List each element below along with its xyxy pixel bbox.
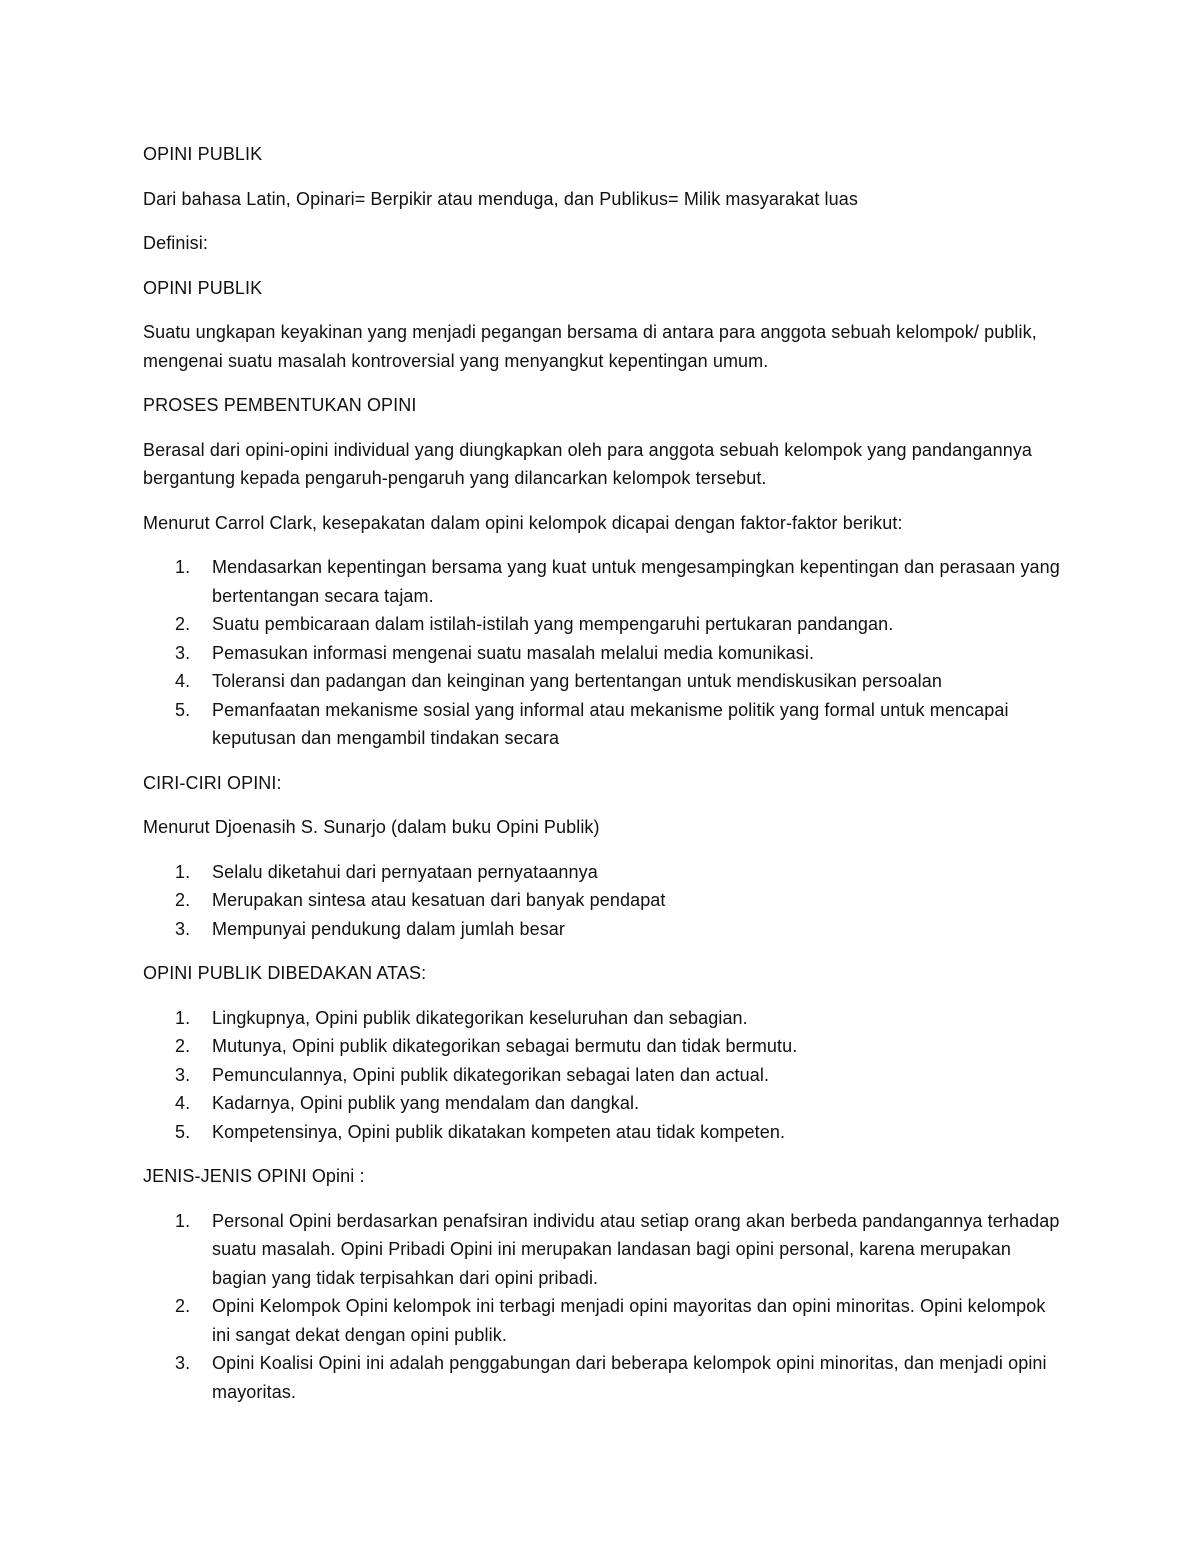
list-item-text: Opini Kelompok Opini kelompok ini terbagi menjadi opini mayoritas dan opini minoritas. Opini kelompok ini sangat dekat dengan opini publik. [212,1296,1046,1345]
list-item [143,886,1063,915]
carrol-clark-list [143,553,1063,753]
distinguished-list [143,1004,1063,1147]
list-number: 4. [175,1093,191,1113]
distinguished-heading: OPINI PUBLIK DIBEDAKAN ATAS: [143,963,427,983]
list-item [143,1118,1063,1147]
list-item-text: Personal Opini berdasarkan penafsiran individu atau setiap orang akan berbeda pandangannya terhadap suatu masalah. Opini Pribadi Opini ini merupakan landasan bagi opini personal, karena merupakan bagian yang tidak terpisahkan dari opini pribadi. [212,1210,1060,1288]
carrol-clark-intro: Menurut Carrol Clark, kesepakatan dalam opini kelompok dicapai dengan faktor-faktor berikut: [143,512,903,533]
list-item-text: Pemasukan informasi mengenai suatu masalah melalui media komunikasi. [212,642,815,663]
etymology-paragraph: Dari bahasa Latin, Opinari= Berpikir atau menduga, dan Publikus= Milik masyarakat luas [143,188,858,209]
process-paragraph: Berasal dari opini-opini individual yang diungkapkan oleh para anggota sebuah kelompok yang pandangannya bergantung kepada pengaruh-pengaruh yang dilancarkan kelompok tersebut. [143,439,1033,488]
list-item [143,1089,1063,1118]
list-item-text: Lingkupnya, Opini publik dikategorikan keseluruhan dan sebagian. [212,1007,748,1028]
list-item-text: Toleransi dan padangan dan keinginan yang bertentangan untuk mendiskusikan persoalan [212,671,942,691]
list-number: 5. [175,1121,191,1142]
list-item [143,1032,1063,1061]
list-number: 5. [175,699,191,720]
list-number: 1. [175,861,191,882]
list-number: 2. [175,614,191,634]
types-list [143,1207,1063,1407]
list-item [143,610,1063,639]
list-number: 1. [175,1210,191,1231]
list-number: 1. [175,1007,191,1028]
list-item-text: Mendasarkan kepentingan bersama yang kuat untuk mengesampingkan kepentingan dan perasaan yang bertentangan secara tajam. [212,557,1060,606]
list-item [143,1292,1063,1349]
list-item-text: Kadarnya, Opini publik yang mendalam dan dangkal. [212,1093,640,1113]
list-number: 2. [175,890,191,910]
list-number: 1. [175,557,191,577]
list-number: 3. [175,642,191,663]
list-item [143,1349,1063,1406]
characteristics-heading: CIRI-CIRI OPINI: [143,772,282,793]
characteristics-intro: Menurut Djoenasih S. Sunarjo (dalam buku Opini Publik) [143,817,600,837]
list-item-text: Mempunyai pendukung dalam jumlah besar [212,918,566,939]
list-item [143,1004,1063,1033]
list-item [143,696,1063,753]
document-title: OPINI PUBLIK [143,144,263,164]
list-item-text: Pemanfaatan mekanisme sosial yang informal atau mekanisme politik yang formal untuk mencapai keputusan dan mengambil tindakan secara [212,699,1009,748]
list-number: 2. [175,1296,191,1316]
list-item-text: Opini Koalisi Opini ini adalah penggabungan dari beberapa kelompok opini minoritas, dan menjadi opini mayoritas. [212,1353,1047,1402]
list-number: 3. [175,918,191,939]
list-item [143,1061,1063,1090]
process-heading: PROSES PEMBENTUKAN OPINI [143,395,417,415]
list-item-text: Mutunya, Opini publik dikategorikan sebagai bermutu dan tidak bermutu. [212,1036,798,1056]
list-item [143,553,1063,610]
list-item [143,667,1063,696]
list-item-text: Pemunculannya, Opini publik dikategorikan sebagai laten dan actual. [212,1064,770,1085]
list-item-text: Suatu pembicaraan dalam istilah-istilah yang mempengaruhi pertukaran pandangan. [212,614,894,634]
list-item-text: Kompetensinya, Opini publik dikatakan kompeten atau tidak kompeten. [212,1121,786,1142]
list-item [143,858,1063,887]
characteristics-list [143,858,1063,944]
definition-label: Definisi: [143,233,208,253]
definition-paragraph: Suatu ungkapan keyakinan yang menjadi pegangan bersama di antara para anggota sebuah kelompok/ publik, mengenai suatu masalah kontroversial yang menyangkut kepentingan umum. [143,322,1037,371]
list-item [143,915,1063,944]
document-page [143,140,1063,1422]
definition-heading: OPINI PUBLIK [143,277,263,298]
list-number: 4. [175,671,191,691]
list-number: 3. [175,1353,191,1373]
list-item-text: Merupakan sintesa atau kesatuan dari banyak pendapat [212,890,666,910]
list-item [143,639,1063,668]
types-heading: JENIS-JENIS OPINI Opini : [143,1166,365,1186]
list-number: 2. [175,1036,191,1056]
list-item-text: Selalu diketahui dari pernyataan pernyataannya [212,861,598,882]
list-number: 3. [175,1064,191,1085]
list-item [143,1207,1063,1293]
